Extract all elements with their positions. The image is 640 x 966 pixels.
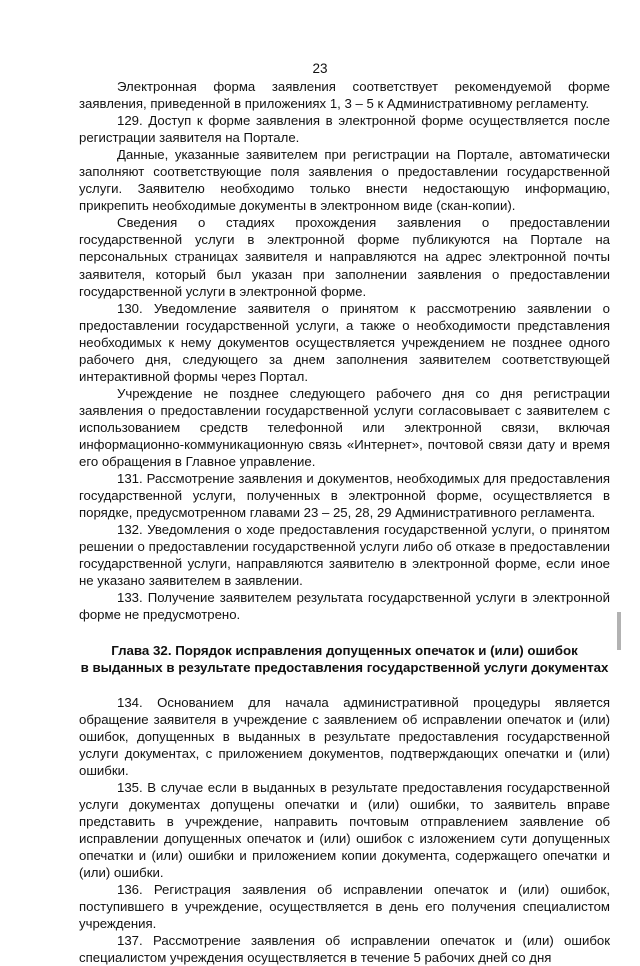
chapter-heading-line: в выданных в результате предоставления государственной услуги документах [80,659,609,675]
paragraph: 134. Основанием для начала административной процедуры является обращение заявителя в учреждение с заявлением об исправлении опечаток и (или) ошибок, допущенных в выданных в результате предоставления государственной услуги документах, с приложением документов, подтверждающих опечатки и (или) ошибки. [79,694,610,778]
paragraph: Данные, указанные заявителем при регистрации на Портале, автоматически заполняют соответствующие поля заявления о предоставлении государственной услуги. Заявителю необходимо только внести недостающую информацию, прикрепить необходимые документы в электронном виде (скан-копии). [79,147,610,214]
page-number: 23 [312,61,328,76]
paragraph: Электронная форма заявления соответствует рекомендуемой форме заявления, приведенной в приложениях 1, 3 – 5 к Административному регламенту. [79,79,610,112]
paragraph: 129. Доступ к форме заявления в электронной форме осуществляется после регистрации заявителя на Портале. [79,113,610,146]
paragraph: 135. В случае если в выданных в результате предоставления государственной услуги документах допущены опечатки и (или) ошибки, то заявитель вправе представить в учреждение, направить почтовым отправлением заявление об исправлении допущенных опечаток и (или) ошибок с изложением сути допущенных опечатки и (или) ошибки и приложением копии документа, содержащего опечатки и (или) ошибки. [79,779,610,881]
chapter-heading-line: Глава 32. Порядок исправления допущенных опечаток и (или) ошибок [111,642,578,658]
paragraph: 133. Получение заявителем результата государственной услуги в электронной форме не предусмотрено. [79,590,610,623]
paragraph: Учреждение не позднее следующего рабочего дня со дня регистрации заявления о предоставлении государственной услуги согласовывает с заявителем с использованием средств телефонной или электронной связи, включая информационно-коммуникационную связь «Интернет», почтовой связи дату и время его обращения в Главное управление. [79,385,610,470]
paragraph: Сведения о стадиях прохождения заявления о предоставлении государственной услуги в электронной форме публикуются на Портале на персональных страницах заявителя и направляются на адрес электронной почты заявителя, который был указан при заполнении заявления о предоставлении государственной услуги в электронной форме. [79,215,610,299]
paragraph: 130. Уведомление заявителя о принятом к рассмотрению заявлении о предоставлении государственной услуги, а также о необходимости представления необходимых к нему документов осуществляется учреждением не позднее одного рабочего дня, следующего за днем заполнения заявителем соответствующей интерактивной формы через Портал. [79,300,610,384]
paragraph: 132. Уведомления о ходе предоставления государственной услуги, о принятом решении о предоставлении государственной услуги либо об отказе в предоставлении государственной услуги, направляются заявителю в электронной форме, если иное не указано заявителем в заявлении. [79,522,610,589]
paragraph: 137. Рассмотрение заявления об исправлении опечаток и (или) ошибок специалистом учреждения осуществляется в течение 5 рабочих дней со дня [79,933,610,966]
paragraph: 131. Рассмотрение заявления и документов, необходимых для предоставления государственной услуги, полученных в электронной форме, осуществляется в порядке, предусмотренном главами 23 – 25, 28, 29 Административного регламента. [79,471,610,521]
scan-margin-mark [617,612,621,650]
chapter-heading [79,642,610,676]
document-body [79,78,610,966]
paragraph: 136. Регистрация заявления об исправлении опечаток и (или) ошибок, поступившего в учреждение, осуществляется в день его получения специалистом учреждения. [79,882,610,932]
